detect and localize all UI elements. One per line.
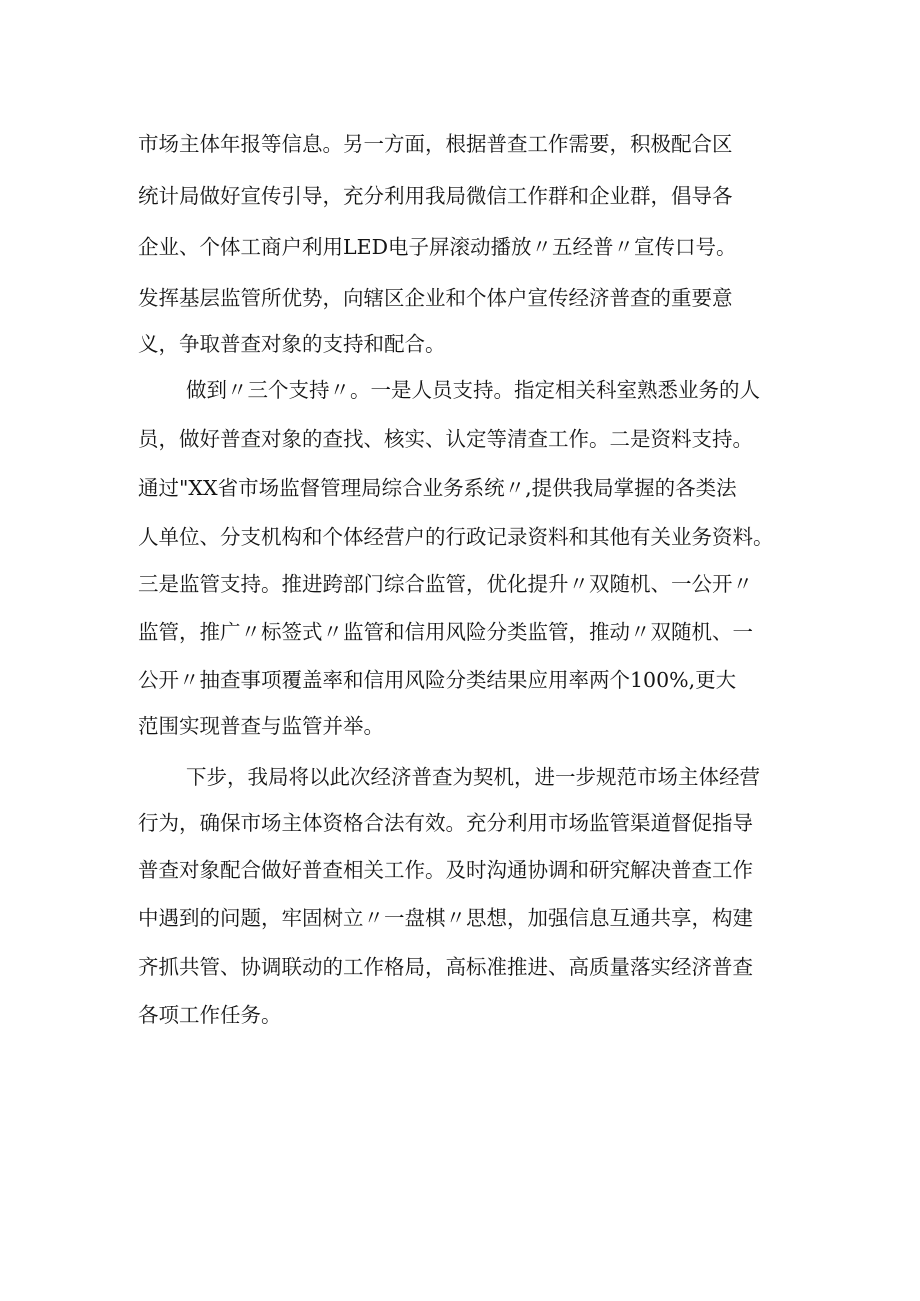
paragraph-line: 人单位、分支机构和个体经营户的行政记录资料和其他有关业务资料。: [138, 525, 774, 549]
paragraph-line: 员，做好普查对象的查找、核实、认定等清查工作。二是资料支持。: [138, 427, 753, 451]
paragraph-line: 监管，推广〃标签式〃监管和信用风险分类监管，推动〃双随机、一: [138, 620, 753, 644]
paragraph-line: 市场主体年报等信息。另一方面，根据普查工作需要，积极配合区: [138, 132, 733, 156]
paragraph-line: 三是监管支持。推进跨部门综合监管，优化提升〃双随机、一公开〃: [138, 572, 753, 596]
paragraph-line: 企业、个体工商户利用LED电子屏滚动播放〃五经普〃宣传口号。: [138, 235, 737, 259]
paragraph-line: 范围实现普查与监管并举。: [138, 714, 384, 738]
paragraph-line: 各项工作任务。: [138, 1003, 282, 1027]
paragraph-line: 通过"XX省市场监督管理局综合业务系统〃,提供我局掌握的各类法: [138, 476, 737, 500]
paragraph-line: 普查对象配合做好普查相关工作。及时沟通协调和研究解决普查工作: [138, 858, 753, 882]
paragraph-line: 义，争取普查对象的支持和配合。: [138, 332, 446, 356]
paragraph-line: 中遇到的问题，牢固树立〃一盘棋〃思想，加强信息互通共享，构建: [138, 906, 753, 930]
paragraph-line: 下步，我局将以此次经济普查为契机，进一步规范市场主体经营: [186, 765, 760, 789]
paragraph-line: 统计局做好宣传引导，充分利用我局微信工作群和企业群，倡导各: [138, 184, 733, 208]
paragraph-line: 做到〃三个支持〃。一是人员支持。指定相关科室熟悉业务的人: [186, 378, 760, 402]
paragraph-line: 公开〃抽查事项覆盖率和信用风险分类结果应用率两个100%,更大: [138, 668, 737, 692]
paragraph-line: 齐抓共管、协调联动的工作格局，高标准推进、高质量落实经济普查: [138, 955, 753, 979]
paragraph-line: 行为，确保市场主体资格合法有效。充分利用市场监管渠道督促指导: [138, 811, 753, 835]
paragraph-line: 发挥基层监管所优势，向辖区企业和个体户宣传经济普查的重要意: [138, 286, 733, 310]
